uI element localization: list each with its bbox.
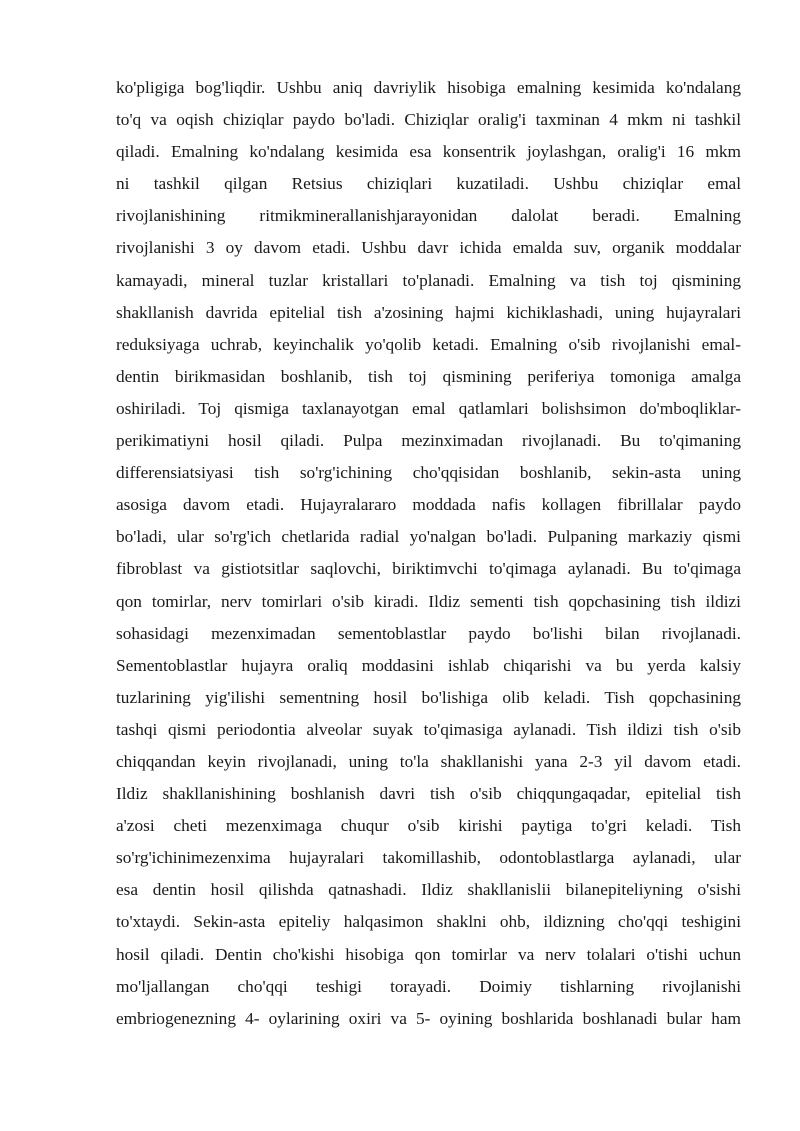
text-line: so'rg'ichinimezenxima hujayralari takomillashib, odontoblastlarga aylanadi, ular <box>116 848 741 868</box>
text-line: rivojlanishining ritmikminerallanishjarayonidan dalolat beradi. Emalning <box>116 206 741 226</box>
text-line: a'zosi cheti mezenximaga chuqur o'sib kirishi paytiga to'gri keladi. Tish <box>116 816 741 836</box>
text-line: embriogenezning 4- oylarining oxiri va 5- oyining boshlarida boshlanadi bular ham <box>116 1008 741 1028</box>
text-line: to'xtaydi. Sekin-asta epiteliy halqasimon shaklni ohb, ildizning cho'qqi teshigini <box>116 912 741 932</box>
text-line: dentin birikmasidan boshlanib, tish toj qismining periferiya tomoniga amalga <box>116 366 741 386</box>
body-text <box>116 72 741 1035</box>
text-line: bo'ladi, ular so'rg'ich chetlarida radial yo'nalgan bo'ladi. Pulpaning markaziy qismi <box>116 527 741 547</box>
text-line: differensiatsiyasi tish so'rg'ichining cho'qqisidan boshlanib, sekin-asta uning <box>116 463 741 483</box>
text-line: tashqi qismi periodontia alveolar suyak to'qimasiga aylanadi. Tish ildizi tish o'sib <box>116 719 741 739</box>
text-line: Sementoblastlar hujayra oraliq moddasini ishlab chiqarishi va bu yerda kalsiy <box>116 655 741 675</box>
text-line: qiladi. Emalning ko'ndalang kesimida esa konsentrik joylashgan, oralig'i 16 mkm <box>116 142 741 162</box>
text-line: Ildiz shakllanishining boshlanish davri tish o'sib chiqqungaqadar, epitelial tish <box>116 784 741 804</box>
text-line: reduksiyaga uchrab, keyinchalik yo'qolib ketadi. Emalning o'sib rivojlanishi emal- <box>116 334 741 354</box>
text-line: rivojlanishi 3 oy davom etadi. Ushbu davr ichida emalda suv, organik moddalar <box>116 238 741 258</box>
text-line: mo'ljallangan cho'qqi teshigi torayadi. Doimiy tishlarning rivojlanishi <box>116 976 741 996</box>
text-line: chiqqandan keyin rivojlanadi, uning to'la shakllanishi yana 2-3 yil davom etadi. <box>116 751 741 771</box>
text-line: to'q va oqish chiziqlar paydo bo'ladi. Chiziqlar oralig'i taxminan 4 mkm ni tashkil <box>116 110 741 130</box>
text-line: kamayadi, mineral tuzlar kristallari to'planadi. Emalning va tish toj qismining <box>116 270 741 290</box>
text-line: hosil qiladi. Dentin cho'kishi hisobiga qon tomirlar va nerv tolalari o'tishi uchun <box>116 944 741 964</box>
text-line: perikimatiyni hosil qiladi. Pulpa mezinximadan rivojlanadi. Bu to'qimaning <box>116 431 741 451</box>
text-line: shakllanish davrida epitelial tish a'zosining hajmi kichiklashadi, uning hujayralari <box>116 302 741 322</box>
text-line: fibroblast va gistiotsitlar saqlovchi, biriktimvchi to'qimaga aylanadi. Bu to'qimaga <box>116 559 741 579</box>
text-line: tuzlarining yig'ilishi sementning hosil bo'lishiga olib keladi. Tish qopchasining <box>116 687 741 707</box>
text-line: oshiriladi. Toj qismiga taxlanayotgan emal qatlamlari bolishsimon do'mboqliklar- <box>116 398 741 418</box>
text-line: ko'pligiga bog'liqdir. Ushbu aniq davriylik hisobiga emalning kesimida ko'ndalang <box>116 78 741 97</box>
text-line: sohasidagi mezenximadan sementoblastlar paydo bo'lishi bilan rivojlanadi. <box>116 623 741 643</box>
text-line: ni tashkil qilgan Retsius chiziqlari kuzatiladi. Ushbu chiziqlar emal <box>116 174 741 194</box>
text-line: qon tomirlar, nerv tomirlari o'sib kiradi. Ildiz sementi tish qopchasining tish ildizi <box>116 591 741 611</box>
text-line: esa dentin hosil qilishda qatnashadi. Ildiz shakllanislii bilanepiteliyning o'sishi <box>116 880 741 900</box>
text-line: asosiga davom etadi. Hujayralararo moddada nafis kollagen fibrillalar paydo <box>116 495 741 515</box>
